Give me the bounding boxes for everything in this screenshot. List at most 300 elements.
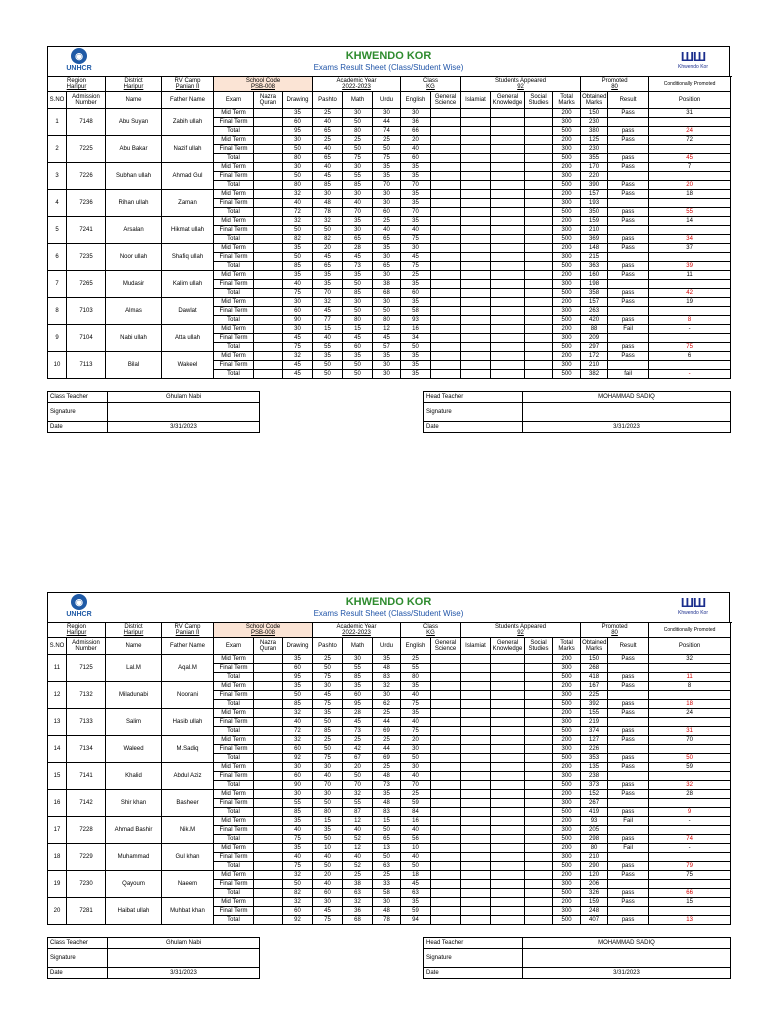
urdu-mark: 48 [373, 799, 401, 808]
math-mark: 15 [343, 325, 373, 334]
exam-type: Total [214, 781, 254, 790]
obtained-marks: 198 [581, 280, 608, 289]
exam-type: Mid Term [214, 271, 254, 280]
position: 8 [649, 316, 731, 325]
urdu-mark: 25 [373, 217, 401, 226]
urdu-mark: 50 [373, 307, 401, 316]
total-marks: 300 [553, 772, 581, 781]
exam-type: Final Term [214, 907, 254, 916]
position [649, 253, 731, 262]
exam-type: Final Term [214, 118, 254, 127]
drawing-mark: 82 [283, 889, 313, 898]
exam-type: Mid Term [214, 844, 254, 853]
nazra-quran-mark [254, 217, 283, 226]
pashto-mark: 35 [313, 826, 343, 835]
total-marks: 300 [553, 853, 581, 862]
exam-type: Total [214, 889, 254, 898]
math-mark: 30 [343, 190, 373, 199]
khwendo-kor-logo [671, 595, 715, 616]
english-mark: 40 [401, 226, 431, 235]
obtained-marks: 219 [581, 718, 608, 727]
head-signature-field[interactable] [523, 403, 731, 422]
total-marks: 300 [553, 226, 581, 235]
english-mark: 70 [401, 208, 431, 217]
drawing-mark: 60 [283, 664, 313, 673]
urdu-mark: 35 [373, 163, 401, 172]
social-studies-mark [525, 316, 553, 325]
position [649, 280, 731, 289]
result [608, 907, 649, 916]
result [608, 172, 649, 181]
general-knowledge-mark [491, 853, 525, 862]
math-mark: 68 [343, 916, 373, 925]
obtained-marks: 225 [581, 691, 608, 700]
position [649, 334, 731, 343]
english-mark: 35 [401, 352, 431, 361]
urdu-mark: 30 [373, 298, 401, 307]
position: 72 [649, 136, 731, 145]
urdu-mark: 30 [373, 253, 401, 262]
islamiat-mark [461, 916, 491, 925]
nazra-quran-mark [254, 655, 283, 664]
urdu-mark: 70 [373, 181, 401, 190]
general-knowledge-mark [491, 316, 525, 325]
column-header: Admission Number [67, 638, 106, 655]
math-mark: 75 [343, 154, 373, 163]
general-science-mark [431, 352, 461, 361]
nazra-quran-mark [254, 271, 283, 280]
english-mark: 60 [401, 289, 431, 298]
exam-type: Final Term [214, 172, 254, 181]
social-studies-mark [525, 190, 553, 199]
general-science-mark [431, 844, 461, 853]
obtained-marks: 206 [581, 880, 608, 889]
signature-field[interactable] [108, 403, 260, 422]
result: Pass [608, 736, 649, 745]
english-mark: 34 [401, 334, 431, 343]
drawing-mark: 75 [283, 343, 313, 352]
english-mark: 35 [401, 361, 431, 370]
exam-type: Total [214, 343, 254, 352]
position: 70 [649, 736, 731, 745]
drawing-mark: 32 [283, 190, 313, 199]
exam-type: Total [214, 754, 254, 763]
student-name: Abu Bakar [106, 136, 162, 163]
general-knowledge-mark [491, 835, 525, 844]
result: pass [608, 289, 649, 298]
urdu-mark: 40 [373, 226, 401, 235]
general-science-mark [431, 655, 461, 664]
total-marks: 300 [553, 718, 581, 727]
english-mark: 70 [401, 181, 431, 190]
general-science-mark [431, 808, 461, 817]
general-science-mark [431, 817, 461, 826]
total-marks: 500 [553, 781, 581, 790]
result: pass [608, 862, 649, 871]
father-name: Noorani [162, 682, 214, 709]
position: 28 [649, 790, 731, 799]
head-signature-label: Signature [424, 949, 523, 968]
obtained-marks: 390 [581, 181, 608, 190]
column-header: Exam [214, 92, 254, 109]
obtained-marks: 369 [581, 235, 608, 244]
class-teacher-label: Class Teacher [48, 392, 108, 403]
result: Pass [608, 298, 649, 307]
general-knowledge-mark [491, 817, 525, 826]
urdu-mark: 15 [373, 817, 401, 826]
exam-type: Total [214, 700, 254, 709]
islamiat-mark [461, 235, 491, 244]
nazra-quran-mark [254, 898, 283, 907]
nazra-quran-mark [254, 109, 283, 118]
obtained-marks: 88 [581, 325, 608, 334]
exam-type: Final Term [214, 334, 254, 343]
pashto-mark: 40 [313, 118, 343, 127]
urdu-mark: 30 [373, 370, 401, 379]
result [608, 226, 649, 235]
pashto-mark: 50 [313, 862, 343, 871]
english-mark: 40 [401, 853, 431, 862]
org-title: KHWENDO KOR [345, 596, 432, 608]
total-marks: 500 [553, 862, 581, 871]
social-studies-mark [525, 817, 553, 826]
pashto-mark: 25 [313, 136, 343, 145]
math-mark: 52 [343, 862, 373, 871]
general-knowledge-mark [491, 826, 525, 835]
total-marks: 500 [553, 208, 581, 217]
obtained-marks: 157 [581, 298, 608, 307]
class-value: KG [426, 84, 435, 90]
head-teacher-name: MOHAMMAD SADIQ [523, 938, 731, 949]
drawing-mark: 72 [283, 727, 313, 736]
general-science-mark [431, 127, 461, 136]
urdu-mark: 63 [373, 862, 401, 871]
general-knowledge-mark [491, 754, 525, 763]
drawing-mark: 32 [283, 736, 313, 745]
camp-cell: RV Camp Panian II [162, 623, 214, 638]
exam-type: Mid Term [214, 298, 254, 307]
nazra-quran-mark [254, 145, 283, 154]
general-knowledge-mark [491, 889, 525, 898]
general-knowledge-mark [491, 736, 525, 745]
signature-label: Signature [48, 403, 108, 422]
result: pass [608, 316, 649, 325]
nazra-quran-mark [254, 754, 283, 763]
student-exam-row [48, 763, 731, 772]
drawing-mark: 30 [283, 163, 313, 172]
social-studies-mark [525, 682, 553, 691]
serial-number: 14 [48, 736, 67, 763]
total-marks: 500 [553, 727, 581, 736]
math-mark: 60 [343, 343, 373, 352]
math-mark: 85 [343, 181, 373, 190]
general-science-mark [431, 190, 461, 199]
result: pass [608, 835, 649, 844]
nazra-quran-mark [254, 298, 283, 307]
student-name: Muhammad [106, 844, 162, 871]
general-science-mark [431, 736, 461, 745]
nazra-quran-mark [254, 181, 283, 190]
father-name: Ahmad Gul [162, 163, 214, 190]
result: pass [608, 700, 649, 709]
general-knowledge-mark [491, 763, 525, 772]
position [649, 799, 731, 808]
urdu-mark: 35 [373, 172, 401, 181]
total-marks: 500 [553, 127, 581, 136]
result [608, 664, 649, 673]
result: Pass [608, 709, 649, 718]
exam-type: Final Term [214, 718, 254, 727]
drawing-mark: 85 [283, 262, 313, 271]
general-science-mark [431, 208, 461, 217]
pashto-mark: 75 [313, 673, 343, 682]
math-mark: 36 [343, 907, 373, 916]
father-name: Kalim ullah [162, 271, 214, 298]
position [649, 664, 731, 673]
islamiat-mark [461, 289, 491, 298]
social-studies-mark [525, 718, 553, 727]
result [608, 145, 649, 154]
social-studies-mark [525, 199, 553, 208]
exam-type: Final Term [214, 826, 254, 835]
urdu-mark: 60 [373, 208, 401, 217]
pashto-mark: 45 [313, 691, 343, 700]
total-marks: 300 [553, 799, 581, 808]
exam-type: Final Term [214, 691, 254, 700]
math-mark: 55 [343, 172, 373, 181]
student-exam-row [48, 190, 731, 199]
father-name: M.Sadiq [162, 736, 214, 763]
islamiat-mark [461, 217, 491, 226]
general-science-mark [431, 754, 461, 763]
general-knowledge-mark [491, 235, 525, 244]
english-mark: 35 [401, 898, 431, 907]
position: 24 [649, 127, 731, 136]
result: pass [608, 262, 649, 271]
khwendo-kor-mark-icon: ШШ [680, 595, 706, 610]
head-signature-field[interactable] [523, 949, 731, 968]
drawing-mark: 32 [283, 709, 313, 718]
result: pass [608, 808, 649, 817]
nazra-quran-mark [254, 280, 283, 289]
obtained-marks: 392 [581, 700, 608, 709]
total-marks: 500 [553, 154, 581, 163]
islamiat-mark [461, 790, 491, 799]
social-studies-mark [525, 889, 553, 898]
general-science-mark [431, 199, 461, 208]
general-science-mark [431, 271, 461, 280]
pashto-mark: 82 [313, 235, 343, 244]
math-mark: 30 [343, 163, 373, 172]
serial-number: 11 [48, 655, 67, 682]
drawing-mark: 30 [283, 790, 313, 799]
obtained-marks: 172 [581, 352, 608, 361]
obtained-marks: 374 [581, 727, 608, 736]
general-science-mark [431, 118, 461, 127]
islamiat-mark [461, 718, 491, 727]
social-studies-mark [525, 736, 553, 745]
result: pass [608, 727, 649, 736]
obtained-marks: 350 [581, 208, 608, 217]
urdu-mark: 35 [373, 655, 401, 664]
student-exam-row [48, 271, 731, 280]
general-knowledge-mark [491, 244, 525, 253]
exam-type: Mid Term [214, 709, 254, 718]
column-header: S.NO [48, 92, 67, 109]
urdu-mark: 50 [373, 853, 401, 862]
exam-type: Total [214, 289, 254, 298]
position: 13 [649, 916, 731, 925]
student-exam-row [48, 844, 731, 853]
urdu-mark: 35 [373, 790, 401, 799]
social-studies-mark [525, 271, 553, 280]
pashto-mark: 30 [313, 190, 343, 199]
exam-type: Final Term [214, 199, 254, 208]
pashto-mark: 45 [313, 907, 343, 916]
urdu-mark: 48 [373, 772, 401, 781]
english-mark: 63 [401, 889, 431, 898]
result: Pass [608, 190, 649, 199]
student-name: Abu Suyan [106, 109, 162, 136]
father-name: Dawlat [162, 298, 214, 325]
column-header: General Knowledge [491, 92, 525, 109]
general-knowledge-mark [491, 691, 525, 700]
math-mark: 38 [343, 880, 373, 889]
pashto-mark: 70 [313, 289, 343, 298]
column-header: Math [343, 92, 373, 109]
general-knowledge-mark [491, 307, 525, 316]
urdu-mark: 80 [373, 316, 401, 325]
student-name: Almas [106, 298, 162, 325]
pashto-mark: 30 [313, 898, 343, 907]
student-exam-row [48, 736, 731, 745]
islamiat-mark [461, 907, 491, 916]
drawing-mark: 50 [283, 226, 313, 235]
general-knowledge-mark [491, 352, 525, 361]
position: 32 [649, 655, 731, 664]
english-mark: 16 [401, 325, 431, 334]
general-knowledge-mark [491, 217, 525, 226]
class-value: KG [426, 630, 435, 636]
general-science-mark [431, 154, 461, 163]
head-teacher-label: Head Teacher [424, 938, 523, 949]
student-name: Nabi ullah [106, 325, 162, 352]
math-mark: 87 [343, 808, 373, 817]
islamiat-mark [461, 664, 491, 673]
date-value: 3/31/2023 [108, 968, 260, 979]
head-teacher-label: Head Teacher [424, 392, 523, 403]
student-exam-row [48, 655, 731, 664]
general-science-mark [431, 172, 461, 181]
column-header: English [401, 92, 431, 109]
social-studies-mark [525, 772, 553, 781]
academic-year-value: 2022-2023 [342, 630, 371, 636]
general-science-mark [431, 799, 461, 808]
position: 39 [649, 262, 731, 271]
drawing-mark: 32 [283, 217, 313, 226]
general-knowledge-mark [491, 907, 525, 916]
urdu-mark: 57 [373, 343, 401, 352]
total-marks: 300 [553, 361, 581, 370]
exam-type: Mid Term [214, 352, 254, 361]
urdu-mark: 78 [373, 916, 401, 925]
obtained-marks: 226 [581, 745, 608, 754]
general-knowledge-mark [491, 127, 525, 136]
urdu-mark: 69 [373, 727, 401, 736]
total-marks: 500 [553, 754, 581, 763]
social-studies-mark [525, 127, 553, 136]
general-knowledge-mark [491, 334, 525, 343]
islamiat-mark [461, 808, 491, 817]
students-appeared-value: 92 [517, 630, 524, 636]
math-mark: 50 [343, 361, 373, 370]
general-knowledge-mark [491, 718, 525, 727]
father-name: Basheer [162, 790, 214, 817]
total-marks: 200 [553, 682, 581, 691]
result [608, 334, 649, 343]
social-studies-mark [525, 145, 553, 154]
pashto-mark: 35 [313, 709, 343, 718]
social-studies-mark [525, 907, 553, 916]
position: 11 [649, 271, 731, 280]
position: 20 [649, 181, 731, 190]
nazra-quran-mark [254, 118, 283, 127]
total-marks: 300 [553, 307, 581, 316]
social-studies-mark [525, 181, 553, 190]
result [608, 691, 649, 700]
pashto-mark: 15 [313, 817, 343, 826]
sheet-subtitle: Exams Result Sheet (Class/Student Wise) [313, 63, 464, 72]
exam-type: Final Term [214, 664, 254, 673]
column-header: Pashto [313, 638, 343, 655]
general-science-mark [431, 343, 461, 352]
result: Pass [608, 763, 649, 772]
urdu-mark: 65 [373, 262, 401, 271]
total-marks: 300 [553, 118, 581, 127]
exam-type: Mid Term [214, 244, 254, 253]
result: pass [608, 673, 649, 682]
urdu-mark: 35 [373, 352, 401, 361]
sheet-subtitle: Exams Result Sheet (Class/Student Wise) [313, 609, 464, 618]
khwendo-kor-logo-caption: Khwendo Kor [677, 64, 709, 70]
obtained-marks: 127 [581, 736, 608, 745]
math-mark: 12 [343, 844, 373, 853]
drawing-mark: 40 [283, 280, 313, 289]
sheet-header [47, 592, 730, 622]
student-name: Rihan ullah [106, 190, 162, 217]
nazra-quran-mark [254, 718, 283, 727]
pashto-mark: 70 [313, 781, 343, 790]
exam-type: Mid Term [214, 163, 254, 172]
total-marks: 300 [553, 253, 581, 262]
nazra-quran-mark [254, 808, 283, 817]
nazra-quran-mark [254, 862, 283, 871]
position [649, 907, 731, 916]
islamiat-mark [461, 352, 491, 361]
social-studies-mark [525, 799, 553, 808]
signature-field[interactable] [108, 949, 260, 968]
general-knowledge-mark [491, 682, 525, 691]
student-name: Ahmad Bashir [106, 817, 162, 844]
english-mark: 25 [401, 655, 431, 664]
social-studies-mark [525, 781, 553, 790]
english-mark: 59 [401, 907, 431, 916]
exam-type: Mid Term [214, 136, 254, 145]
math-mark: 50 [343, 370, 373, 379]
result-table [47, 622, 731, 925]
math-mark: 55 [343, 799, 373, 808]
islamiat-mark [461, 763, 491, 772]
